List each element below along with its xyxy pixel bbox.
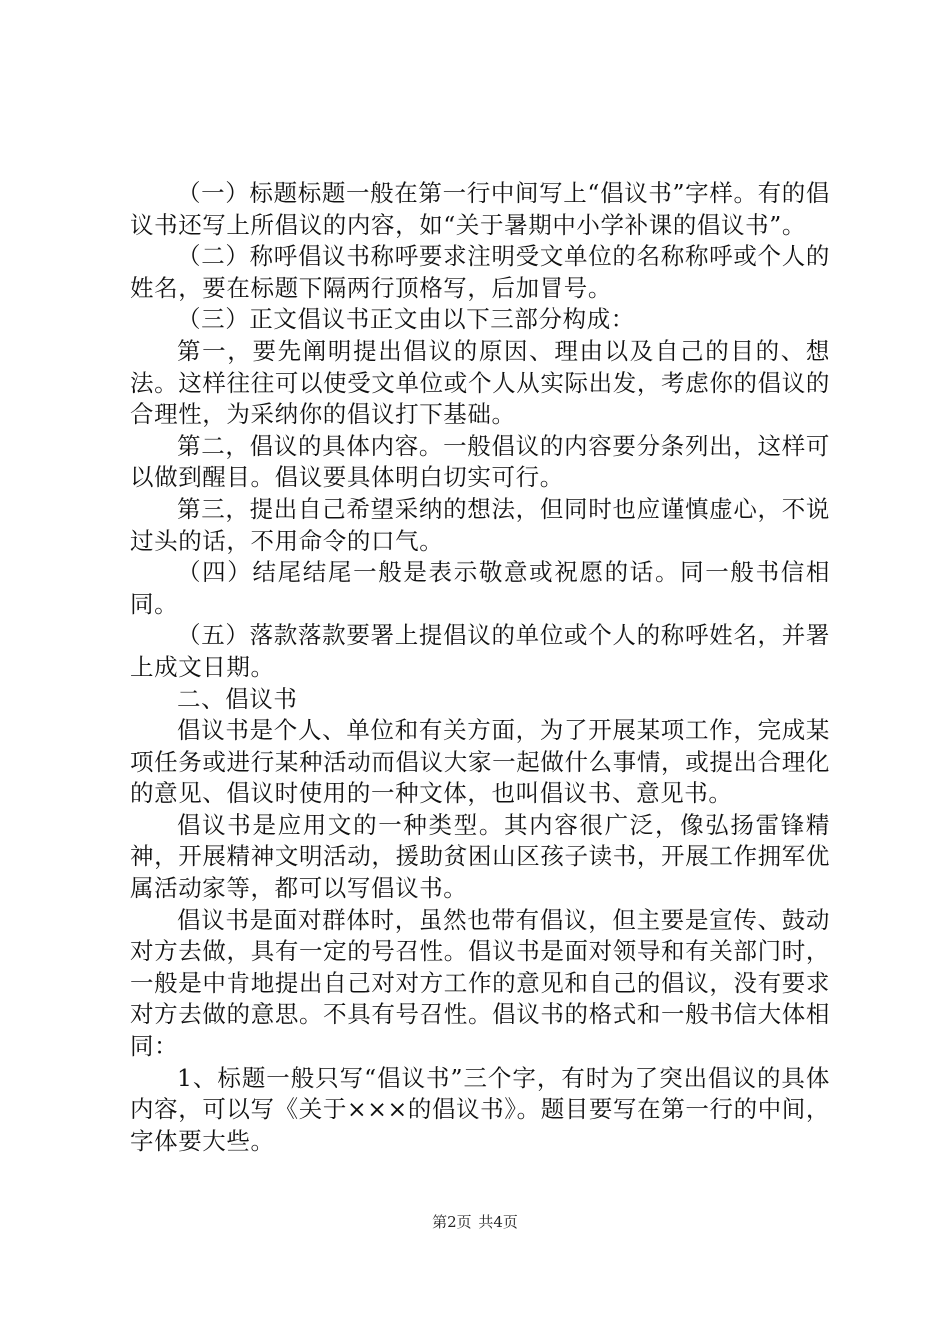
paragraph-third: 第三，提出自己希望采纳的想法，但同时也应谨慎虚心，不说过头的话，不用命令的口气。 <box>130 494 830 555</box>
paragraph-heading-2: （二）称呼倡议书称呼要求注明受文单位的名称称呼或个人的姓名，要在标题下隔两行顶格写，后加冒号。 <box>130 242 830 302</box>
paragraph-heading-5: （五）落款落款要署上提倡议的单位或个人的称呼姓名，并署上成文日期。 <box>130 621 830 681</box>
paragraph-heading-3: （三）正文倡议书正文由以下三部分构成： <box>177 305 635 334</box>
paragraph-heading-4: （四）结尾结尾一般是表示敬意或祝愿的话。同一般书信相同。 <box>130 558 830 618</box>
paragraph-second: 第二，倡议的具体内容。一般倡议的内容要分条列出，这样可以做到醒目。倡议要具体明白切实可行。 <box>130 431 830 492</box>
document-body <box>130 178 830 1157</box>
paragraph-definition: 倡议书是个人、单位和有关方面，为了开展某项工作，完成某项任务或进行某种活动而倡议大家一起做什么事情，或提出合理化的意见、倡议时使用的一种文体，也叫倡议书、意见书。 <box>130 716 830 808</box>
page-total: 共4页 <box>478 1213 518 1231</box>
page-number: 第2页 <box>432 1213 472 1231</box>
section-title: 二、倡议书 <box>177 684 298 713</box>
paragraph-first: 第一，要先阐明提出倡议的原因、理由以及自己的目的、想法。这样往往可以使受文单位或个人从实际出发，考虑你的倡议的合理性，为采纳你的倡议打下基础。 <box>130 336 830 429</box>
paragraph-type: 倡议书是应用文的一种类型。其内容很广泛，像弘扬雷锋精神，开展精神文明活动，援助贫困山区孩子读书，开展工作拥军优属活动家等，都可以写倡议书。 <box>130 810 830 903</box>
paragraph-comparison: 倡议书是面对群体时，虽然也带有倡议，但主要是宣传、鼓动对方去做，具有一定的号召性。倡议书是面对领导和有关部门时，一般是中肯地提出自己对对方工作的意见和自己的倡议，没有要求对方去做的意思。不具有号召性。倡议书的格式和一般书信大体相同： <box>130 905 830 1061</box>
paragraph-heading-1: （一）标题标题一般在第一行中间写上“倡议书”字样。有的倡议书还写上所倡议的内容，如“关于暑期中小学补课的倡议书”。 <box>130 179 830 239</box>
paragraph-title-rule: 1、标题一般只写“倡议书”三个字，有时为了突出倡议的具体内容，可以写《关于×××的倡议书》。题目要写在第一行的中间，字体要大些。 <box>130 1063 830 1155</box>
page-footer <box>0 1212 950 1232</box>
